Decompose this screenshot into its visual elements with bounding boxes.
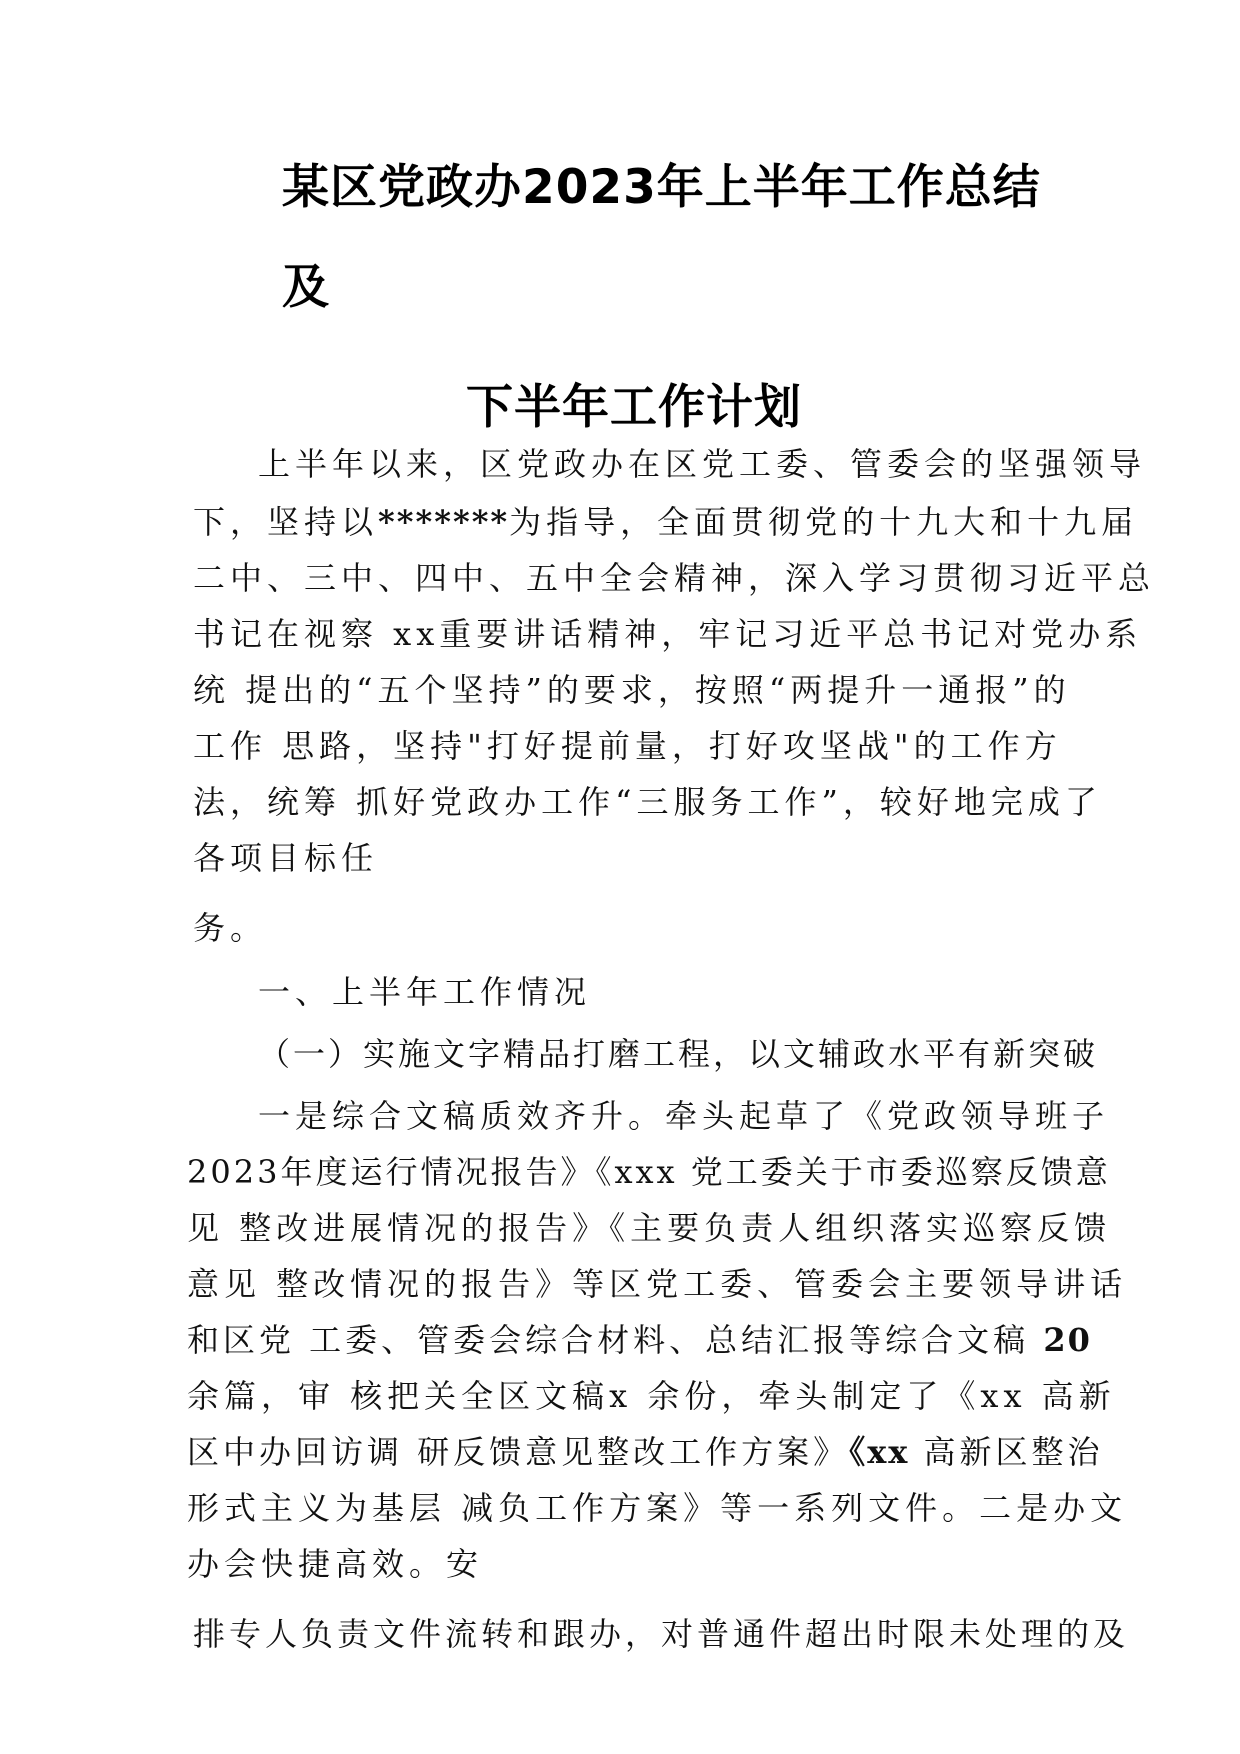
body-text: 高新区整治 — [909, 1433, 1104, 1471]
intro-text: 下，坚持以 — [193, 503, 379, 541]
body-line: 一是综合文稿质效齐升。牵头起草了《党政领导班子 — [258, 1097, 1110, 1135]
body-text: 区中办回访调 研反馈意见整改工作方案》 — [187, 1433, 850, 1471]
body-line — [187, 1320, 1092, 1360]
subsection-heading: （一）实施文字精品打磨工程，以文辅政水平有新突破 — [258, 1035, 1099, 1073]
redacted-text: ******* — [378, 503, 510, 541]
body-number: 20 — [1043, 1321, 1092, 1359]
intro-line: 二中、三中、四中、五中全会精神，深入学习贯彻习近平总 — [193, 559, 1156, 597]
body-line: 意见 整改情况的报告》等区党工委、管委会主要领导讲话 — [187, 1265, 1128, 1303]
document-title-line-1: 某区党政办2023年上半年工作总结 — [282, 160, 1041, 215]
intro-line: 书记在视察 xx重要讲话精神，牢记习近平总书记对党办系 — [193, 615, 1143, 653]
body-line: 办会快捷高效。安 — [187, 1545, 484, 1583]
body-text: 和区党 工委、管委会综合材料、总结汇报等综合文稿 — [187, 1321, 1044, 1359]
body-line: 2023年度运行情况报告》《xxx 党工委关于市委巡察反馈意 — [187, 1153, 1111, 1191]
document-title-line-3: 下半年工作计划 — [466, 380, 802, 435]
intro-line: 工作 思路，坚持"打好提前量，打好攻坚战"的工作方 — [193, 727, 1062, 765]
intro-line: 上半年以来，区党政办在区党工委、管委会的坚强领导 — [258, 445, 1147, 483]
body-bold-text: 《xx — [849, 1433, 910, 1471]
intro-line — [193, 502, 1138, 542]
body-line: 排专人负责文件流转和跟办，对普通件超出时限未处理的及 — [193, 1615, 1130, 1653]
intro-text: 为指导，全面贯彻党的十九大和十九届 — [509, 503, 1139, 541]
intro-line: 统 提出的“五个坚持”的要求，按照“两提升一通报”的 — [193, 671, 1071, 709]
body-line: 余篇，审 核把关全区文稿x 余份，牵头制定了《xx 高新 — [187, 1377, 1116, 1415]
body-line: 形式主义为基层 减负工作方案》等一系列文件。二是办文 — [187, 1489, 1128, 1527]
intro-line: 务。 — [193, 909, 268, 947]
intro-line: 法，统筹 抓好党政办工作“三服务工作”，较好地完成了 — [193, 783, 1102, 821]
body-line — [187, 1432, 1104, 1472]
section-heading: 一、上半年工作情况 — [258, 973, 592, 1011]
body-line: 见 整改进展情况的报告》《主要负责人组织落实巡察反馈 — [187, 1209, 1112, 1247]
intro-line: 各项目标任 — [193, 839, 379, 877]
document-title-line-2: 及 — [282, 260, 330, 315]
